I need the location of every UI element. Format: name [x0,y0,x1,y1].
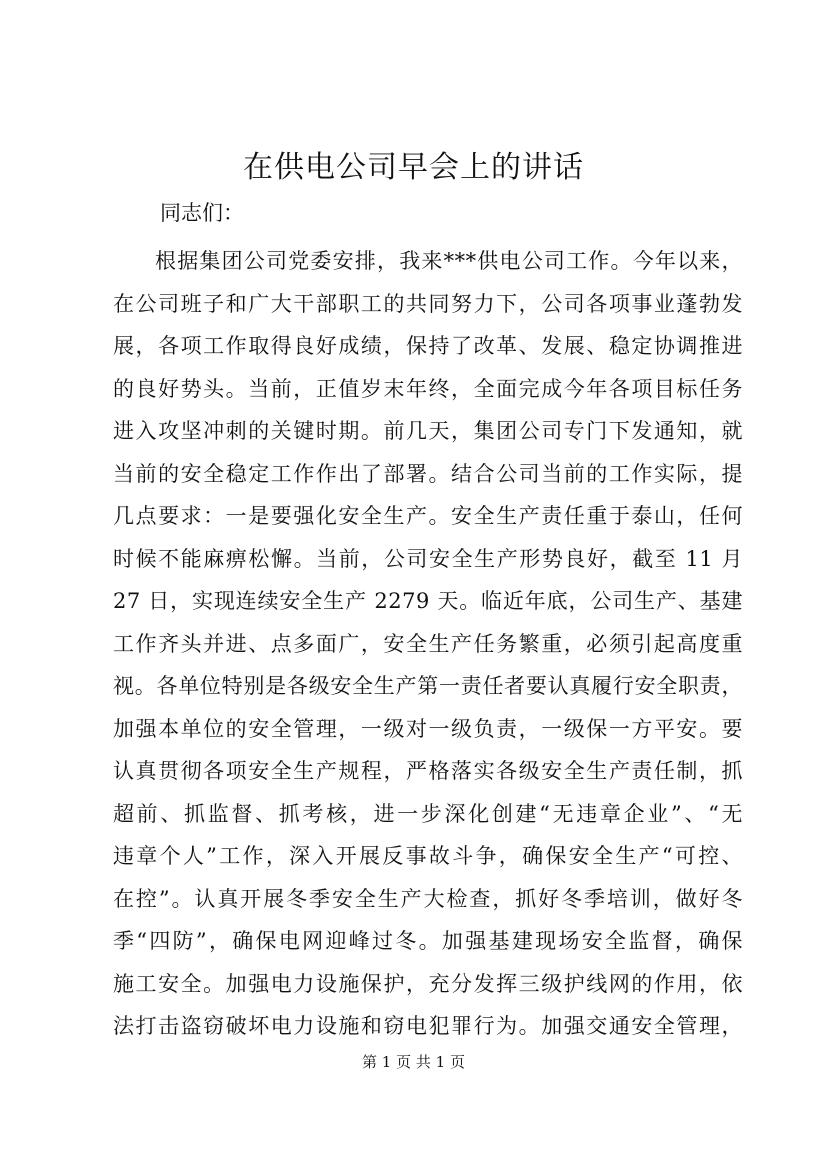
body-line: 根据集团公司党委安排，我来***供电公司工作。今年以来， [155,249,743,273]
body-line: 违章个人”工作，深入开展反事故斗争，确保安全生产“可控、 [113,844,743,868]
body-line: 在公司班子和广大干部职工的共同努力下，公司各项事业蓬勃发 [113,291,743,316]
body-line: 展，各项工作取得良好成绩，保持了改革、发展、稳定协调推进 [113,334,743,358]
page-title: 在供电公司早会上的讲话 [243,150,584,185]
body-line: 认真贯彻各项安全生产规程，严格落实各级安全生产责任制，抓 [113,759,743,783]
body-line: 超前、抓监督、抓考核，进一步深化创建“无违章企业”、“无 [113,801,743,826]
page-footer: 第 1 页 共 1 页 [362,1053,465,1071]
body-line: 时候不能麻痹松懈。当前，公司安全生产形势良好，截至 11 月 [113,546,743,571]
body-line: 在控”。认真开展冬季安全生产大检查，抓好冬季培训，做好冬 [113,886,743,911]
body-line: 27 日，实现连续安全生产 2279 天。临近年底，公司生产、基建 [113,589,743,613]
body-line: 几点要求：一是要强化安全生产。安全生产责任重于泰山，任何 [113,504,743,528]
body-line: 工作齐头并进、点多面广，安全生产任务繁重，必须引起高度重 [113,631,743,656]
body-line: 法打击盗窃破坏电力设施和窃电犯罪行为。加强交通安全管理， [113,1014,743,1038]
body-line: 进入攻坚冲刺的关键时期。前几天，集团公司专门下发通知，就 [113,419,743,443]
body-line: 当前的安全稳定工作作出了部署。结合公司当前的工作实际，提 [113,461,743,486]
body-text [113,240,743,1048]
body-line: 施工安全。加强电力设施保护，充分发挥三级护线网的作用，依 [113,971,743,996]
greeting: 同志们： [160,201,244,225]
body-line: 季“四防”，确保电网迎峰过冬。加强基建现场安全监督，确保 [113,929,743,953]
body-line: 加强本单位的安全管理，一级对一级负责，一级保一方平安。要 [113,716,743,741]
body-line: 视。各单位特别是各级安全生产第一责任者要认真履行安全职责， [113,674,743,698]
body-line: 的良好势头。当前，正值岁末年终，全面完成今年各项目标任务 [113,376,743,401]
